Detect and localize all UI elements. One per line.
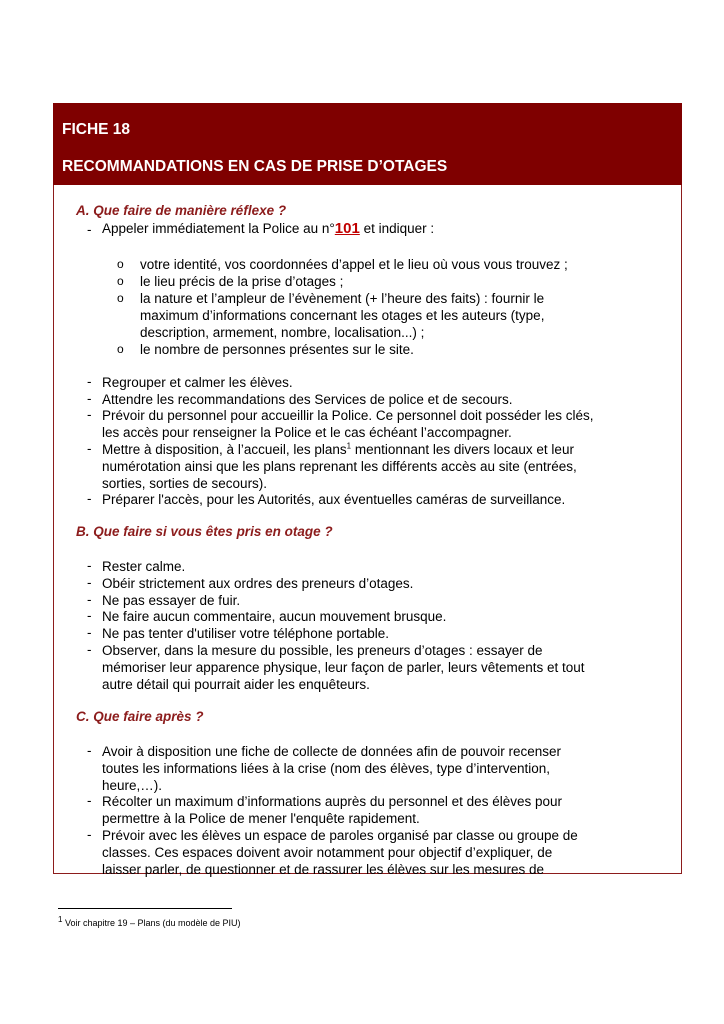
list-item: Attendre les recommandations des Services de police et de secours. <box>102 392 513 407</box>
list-item-cont: classes. Ces espaces doivent avoir notamment pour objectif d’expliquer, de <box>102 845 553 860</box>
call-police-suffix: et indiquer : <box>359 221 435 236</box>
fiche-header <box>53 103 682 185</box>
call-police-line <box>102 220 434 237</box>
list-item-cont: autre détail qui pourrait aider les enquêteurs. <box>102 677 370 692</box>
list-item: Préparer l'accès, pour les Autorités, aux éventuelles caméras de surveillance. <box>102 492 566 507</box>
fiche-number: FICHE 18 <box>62 121 131 138</box>
list-item: Ne faire aucun commentaire, aucun mouvement brusque. <box>102 609 447 624</box>
list-item: Rester calme. <box>102 559 186 574</box>
bullet-circle: o <box>117 257 124 271</box>
list-item: Regrouper et calmer les élèves. <box>102 375 293 390</box>
plans-text-cont: mentionnant les divers locaux et leur <box>351 442 574 457</box>
bullet-dash: - <box>87 491 92 506</box>
list-item-cont: heure,…). <box>102 778 163 793</box>
sub-item: la nature et l’ampleur de l’évènement (+ l’heure des faits) : fournir le <box>140 291 545 306</box>
section-c-heading: C. Que faire après ? <box>76 709 204 724</box>
list-item: Observer, dans la mesure du possible, les preneurs d’otages : essayer de <box>102 643 543 658</box>
emergency-number: 101 <box>334 220 360 237</box>
list-item: Prévoir du personnel pour accueillir la Police. Ce personnel doit posséder les clés, <box>102 408 594 423</box>
sub-item: votre identité, vos coordonnées d’appel et le lieu où vous vous trouvez ; <box>140 257 568 272</box>
list-item: Prévoir avec les élèves un espace de paroles organisé par classe ou groupe de <box>102 828 578 843</box>
list-item <box>102 441 574 458</box>
bullet-dash: - <box>87 374 92 389</box>
list-item-cont: toutes les informations liées à la crise (nom des élèves, type d’intervention, <box>102 761 550 776</box>
list-item-cont: les accès pour renseigner la Police et le cas échéant l’accompagner. <box>102 425 512 440</box>
section-b-heading: B. Que faire si vous êtes pris en otage ? <box>76 524 333 539</box>
bullet-dash: - <box>87 642 92 657</box>
bullet-dash: - <box>87 391 92 406</box>
bullet-dash: - <box>87 592 92 607</box>
bullet-dash: - <box>87 441 92 456</box>
footnote-text: Voir chapitre 19 – Plans (du modèle de PIU) <box>62 918 241 928</box>
sub-item: le nombre de personnes présentes sur le site. <box>140 342 414 357</box>
list-item: Récolter un maximum d’informations auprès du personnel et des élèves pour <box>102 794 562 809</box>
bullet-dash: - <box>87 608 92 623</box>
bullet-circle: o <box>117 342 124 356</box>
footnote-separator <box>58 908 232 909</box>
bullet-dash: - <box>87 575 92 590</box>
list-item: Ne pas tenter d'utiliser votre téléphone portable. <box>102 626 390 641</box>
sub-item-cont: maximum d’informations concernant les otages et les auteurs (type, <box>140 308 545 323</box>
bullet-circle: o <box>117 274 124 288</box>
sub-item: le lieu précis de la prise d’otages ; <box>140 274 344 289</box>
call-police-text: Appeler immédiatement la Police au n° <box>102 221 335 236</box>
list-item-cont: mémoriser leur apparence physique, leur façon de parler, leurs vêtements et tout <box>102 660 585 675</box>
list-item: Ne pas essayer de fuir. <box>102 593 241 608</box>
list-item: Obéir strictement aux ordres des preneurs d’otages. <box>102 576 414 591</box>
list-item: Avoir à disposition une fiche de collecte de données afin de pouvoir recenser <box>102 744 562 759</box>
footnote <box>58 915 241 928</box>
bullet-dash: - <box>87 743 92 758</box>
footnote-ref: 1 <box>346 441 352 451</box>
bullet-dash: - <box>87 407 92 422</box>
bullet-dash: - <box>87 222 92 237</box>
list-item-cont: numérotation ainsi que les plans reprenant les différents accès au site (entrées, <box>102 459 577 474</box>
fiche-title: RECOMMANDATIONS EN CAS DE PRISE D’OTAGES <box>62 158 448 175</box>
bullet-dash: - <box>87 827 92 842</box>
sub-item-cont: description, armement, nombre, localisation...) ; <box>140 325 425 340</box>
section-a-heading: A. Que faire de manière réflexe ? <box>76 203 287 218</box>
footnote-mark: 1 <box>58 915 63 924</box>
bullet-circle: o <box>117 291 124 305</box>
bullet-dash: - <box>87 625 92 640</box>
bullet-dash: - <box>87 793 92 808</box>
list-item-cont: permettre à la Police de mener l'enquête rapidement. <box>102 811 420 826</box>
list-item-cont: sorties, sorties de secours). <box>102 476 268 491</box>
plans-text: Mettre à disposition, à l’accueil, les plans <box>102 442 347 457</box>
bullet-dash: - <box>87 558 92 573</box>
list-item-cont: laisser parler, de questionner et de rassurer les élèves sur les mesures de <box>102 862 544 877</box>
